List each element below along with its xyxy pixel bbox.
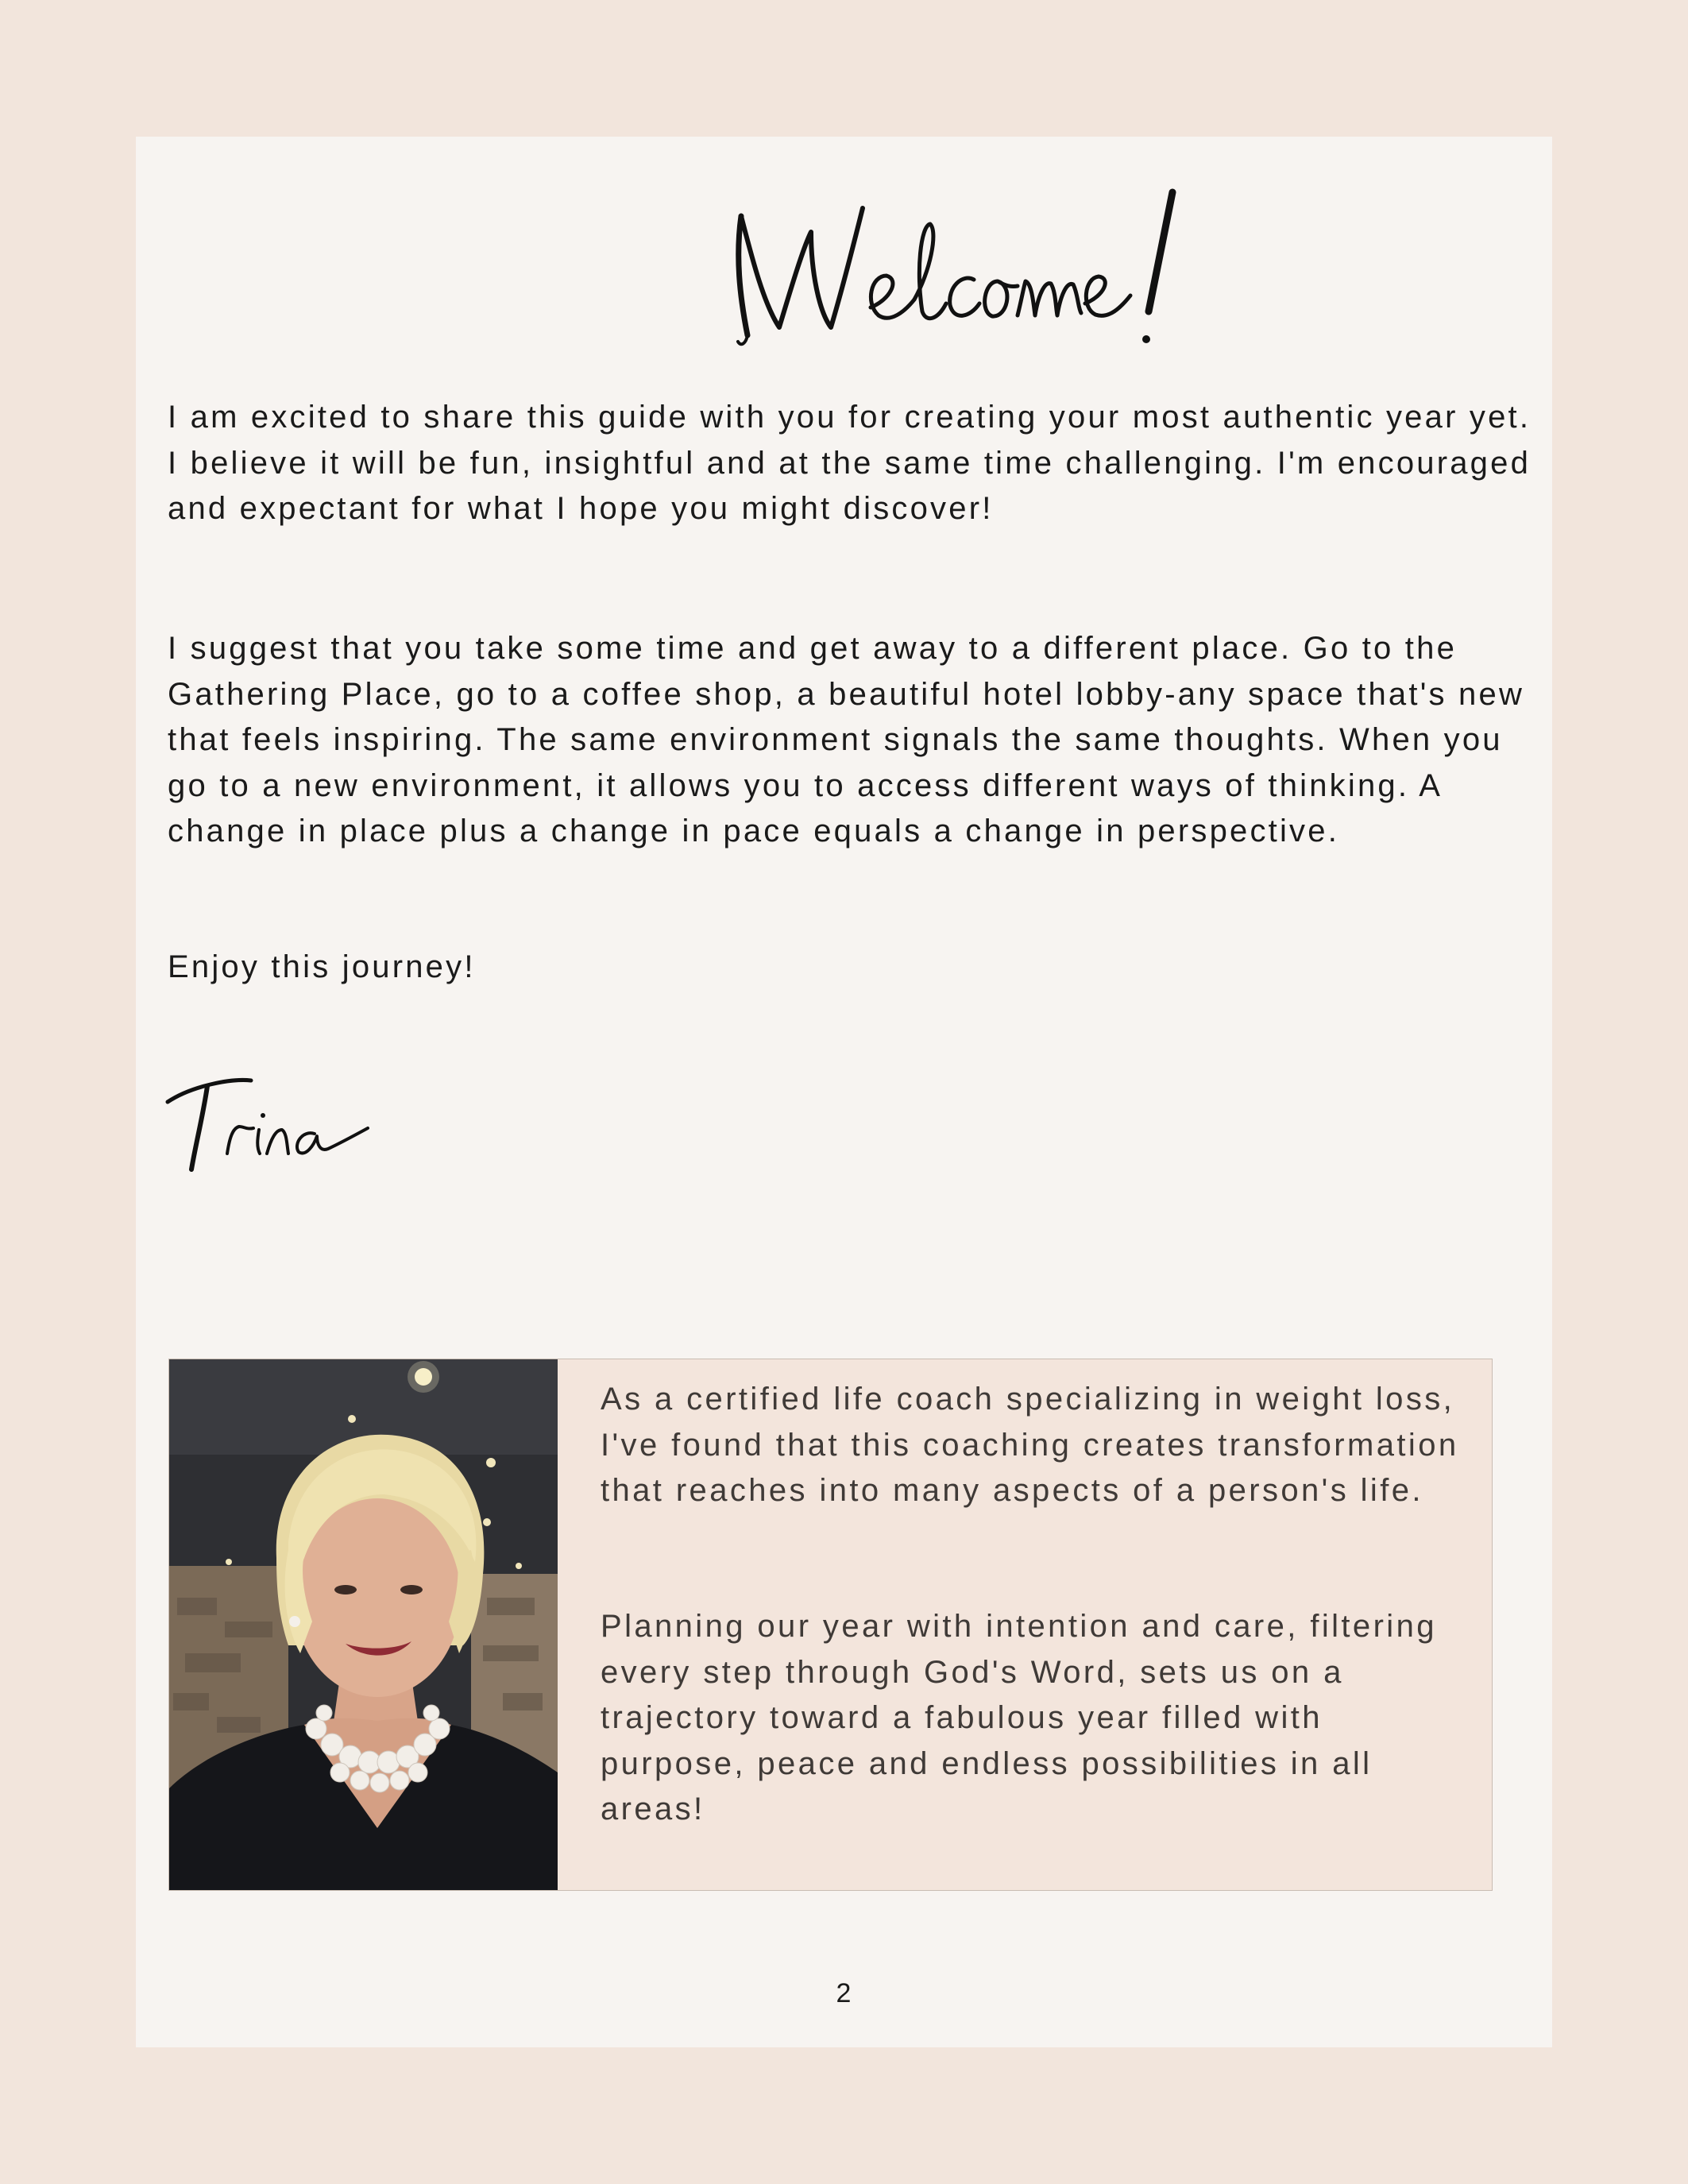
closing-line: Enjoy this journey!	[168, 949, 476, 984]
welcome-script-title	[692, 168, 1248, 375]
bio-paragraph-1: As a certified life coach specializing in weight loss, I've found that this coaching creates transformation that reaches into many aspects of a person's life.	[601, 1382, 1459, 1508]
page-number: 2	[836, 1978, 852, 2008]
signature-trina	[160, 1050, 382, 1185]
page-sheet	[136, 137, 1552, 2047]
bio-card	[168, 1359, 1493, 1891]
suggestion-paragraph: I suggest that you take some time and get away to a different place. Go to the Gathering Place, go to a coffee shop, a beautiful hotel lobby-any space that's new that feels inspiring. The same environment signals the same thoughts. When you go to a new environment, it allows you to access different ways of thinking. A change in place plus a change in pace equals a change in perspective.	[168, 631, 1525, 848]
intro-paragraph: I am excited to share this guide with you for creating your most authentic year yet. I believe it will be fun, insightful and at the same time challenging. I'm encouraged and expectant for what I hope you might discover!	[168, 400, 1532, 526]
bio-paragraph-2: Planning our year with intention and care, filtering every step through God's Word, sets us on a trajectory toward a fabulous year filled with purpose, peace and endless possibilities in all areas!	[601, 1609, 1437, 1826]
coach-portrait-photo	[169, 1359, 558, 1890]
